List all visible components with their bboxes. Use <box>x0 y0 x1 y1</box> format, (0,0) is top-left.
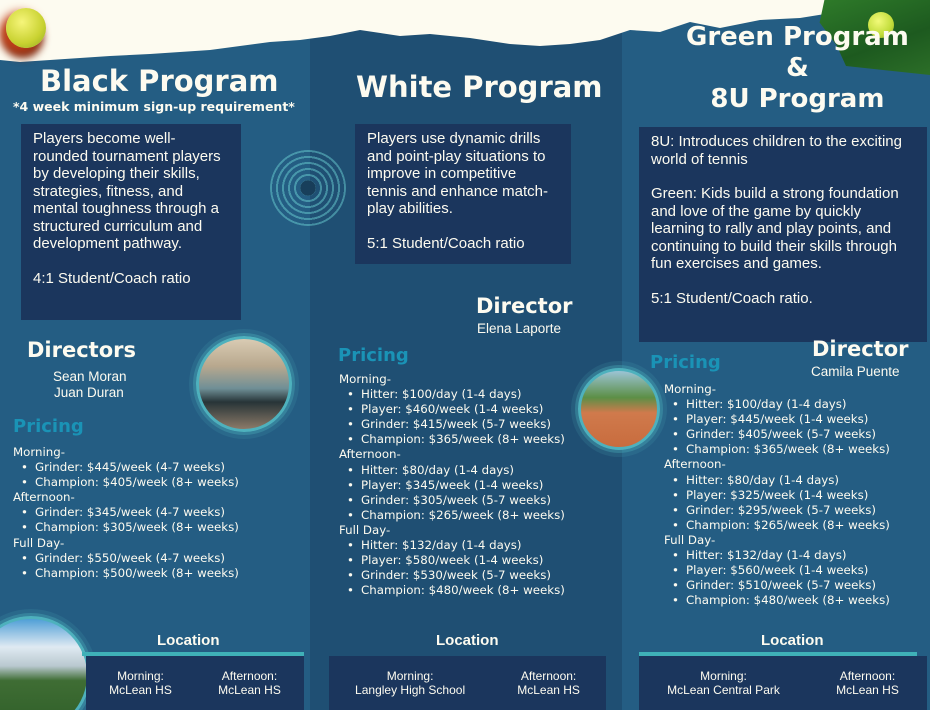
white-location-heading: Location <box>436 632 499 649</box>
pricing-section-label: Morning- <box>664 382 717 396</box>
pricing-section-label: Afternoon- <box>13 490 75 505</box>
location-morning-value: McLean HS <box>109 683 172 697</box>
black-director-name: Juan Duran <box>54 385 124 400</box>
white-program-description-box <box>355 124 571 264</box>
green-location-afternoon <box>836 669 899 697</box>
green-location-heading: Location <box>761 632 824 649</box>
green-title-line1: Green Program <box>686 22 909 52</box>
pricing-section-label: Full Day- <box>13 535 65 550</box>
white-location-afternoon <box>517 669 580 697</box>
pricing-section-label: Afternoon- <box>339 447 401 462</box>
green-description: Green: Kids build a strong foundation and love of the game by quickly learning to rally and play points, and continuing to build their skills through fun exercises and games. <box>651 185 899 272</box>
pricing-item: • Player: $580/week (1-4 weeks) <box>347 553 565 568</box>
green-location-morning <box>667 669 780 697</box>
black-pricing-list <box>13 445 239 581</box>
black-directors-heading: Directors <box>27 338 136 362</box>
pricing-item: • Champion: $365/week (8+ weeks) <box>347 432 565 447</box>
eight-u-description: 8U: Introduces children to the exciting world of tennis <box>651 133 902 168</box>
pricing-item: • Hitter: $100/day (1-4 days) <box>347 387 565 402</box>
pricing-item: • Grinder: $510/week (5-7 weeks) <box>672 578 890 593</box>
green-program-title <box>686 22 909 115</box>
white-director-heading: Director <box>476 294 573 318</box>
location-morning-value: McLean Central Park <box>667 683 780 697</box>
pricing-item: • Champion: $480/week (8+ weeks) <box>672 593 890 608</box>
pricing-item: • Champion: $265/week (8+ weeks) <box>672 518 890 533</box>
black-pricing-heading: Pricing <box>13 416 84 437</box>
location-afternoon-value: McLean HS <box>836 683 899 697</box>
white-pricing-list <box>339 372 565 598</box>
pricing-item: • Player: $345/week (1-4 weeks) <box>347 478 565 493</box>
white-director-name: Elena Laporte <box>477 321 562 336</box>
white-location-box <box>329 656 606 710</box>
green-director-heading: Director <box>812 337 909 361</box>
white-location-morning <box>355 669 465 697</box>
green-program-description-box <box>639 127 927 342</box>
pricing-item: • Champion: $480/week (8+ weeks) <box>347 583 565 598</box>
green-title-line3: 8U Program <box>710 84 885 114</box>
pricing-section-label: Full Day- <box>664 532 716 547</box>
pricing-item: • Hitter: $132/day (1-4 days) <box>672 548 890 563</box>
pricing-item: • Grinder: $530/week (5-7 weeks) <box>347 568 565 583</box>
black-program-description-box <box>21 124 241 320</box>
pricing-item: • Grinder: $295/week (5-7 weeks) <box>672 503 890 518</box>
black-location-afternoon <box>218 669 281 697</box>
black-program-ratio: 4:1 Student/Coach ratio <box>33 269 191 287</box>
pricing-item: • Hitter: $132/day (1-4 days) <box>347 538 565 553</box>
white-program-title: White Program <box>356 70 603 104</box>
location-morning-label: Morning: <box>386 669 434 683</box>
location-morning-label: Morning: <box>117 669 164 683</box>
pricing-item: • Grinder: $445/week (4-7 weeks) <box>21 460 239 475</box>
location-afternoon-value: McLean HS <box>218 683 281 697</box>
green-director-name: Camila Puente <box>811 364 900 379</box>
black-location-morning <box>109 669 172 697</box>
pricing-item: • Grinder: $550/week (4-7 weeks) <box>21 551 239 566</box>
black-location-heading: Location <box>157 632 220 649</box>
pricing-item: • Hitter: $80/day (1-4 days) <box>672 473 890 488</box>
white-program-description: Players use dynamic drills and point-play situations to improve in competitive tennis and enhance match-play abilities. <box>367 130 548 217</box>
pricing-item: • Grinder: $415/week (5-7 weeks) <box>347 417 565 432</box>
tennis-player-logo-icon <box>270 150 346 226</box>
location-morning-label: Morning: <box>700 669 747 683</box>
pricing-section-label: Full Day- <box>339 522 391 537</box>
pricing-item: • Champion: $500/week (8+ weeks) <box>21 566 239 581</box>
green-program-ratio: 5:1 Student/Coach ratio. <box>651 289 813 307</box>
pricing-item: • Champion: $365/week (8+ weeks) <box>672 442 890 457</box>
pricing-item: • Player: $325/week (1-4 weeks) <box>672 488 890 503</box>
players-high-five-photo <box>196 336 292 432</box>
pricing-item: • Grinder: $345/week (4-7 weeks) <box>21 505 239 520</box>
player-hitting-ball-photo <box>578 368 660 450</box>
pricing-item: • Grinder: $405/week (5-7 weeks) <box>672 427 890 442</box>
pricing-item: • Player: $445/week (1-4 weeks) <box>672 412 890 427</box>
location-afternoon-label: Afternoon: <box>839 669 896 683</box>
black-director-name: Sean Moran <box>53 369 127 384</box>
black-program-requirement: *4 week minimum sign-up requirement* <box>13 99 295 114</box>
pricing-section-label: Morning- <box>339 372 392 386</box>
black-program-description: Players become well-rounded tournament players by developing their skills, strategies, fitness, and mental toughness through a structured curriculum and development pathway. <box>33 130 221 252</box>
pricing-section-label: Morning- <box>13 445 66 459</box>
pricing-item: • Grinder: $305/week (5-7 weeks) <box>347 493 565 508</box>
white-program-ratio: 5:1 Student/Coach ratio <box>367 234 525 252</box>
location-morning-value: Langley High School <box>355 683 466 697</box>
pricing-section-label: Afternoon- <box>664 457 726 472</box>
green-pricing-heading: Pricing <box>650 352 721 373</box>
black-program-title: Black Program <box>40 64 279 98</box>
pricing-item: • Champion: $265/week (8+ weeks) <box>347 508 565 523</box>
pricing-item: • Champion: $405/week (8+ weeks) <box>21 475 239 490</box>
green-location-box <box>639 656 927 710</box>
location-afternoon-label: Afternoon: <box>520 669 577 683</box>
pricing-item: • Hitter: $80/day (1-4 days) <box>347 463 565 478</box>
green-pricing-list <box>664 382 890 608</box>
location-afternoon-value: McLean HS <box>517 683 580 697</box>
pricing-item: • Hitter: $100/day (1-4 days) <box>672 397 890 412</box>
location-afternoon-label: Afternoon: <box>221 669 278 683</box>
tennis-ball-icon <box>6 8 46 48</box>
white-pricing-heading: Pricing <box>338 345 409 366</box>
pricing-item: • Player: $560/week (1-4 weeks) <box>672 563 890 578</box>
green-title-line2: & <box>786 53 809 83</box>
pricing-item: • Champion: $305/week (8+ weeks) <box>21 520 239 535</box>
pricing-item: • Player: $460/week (1-4 weeks) <box>347 402 565 417</box>
black-location-box <box>86 656 304 710</box>
